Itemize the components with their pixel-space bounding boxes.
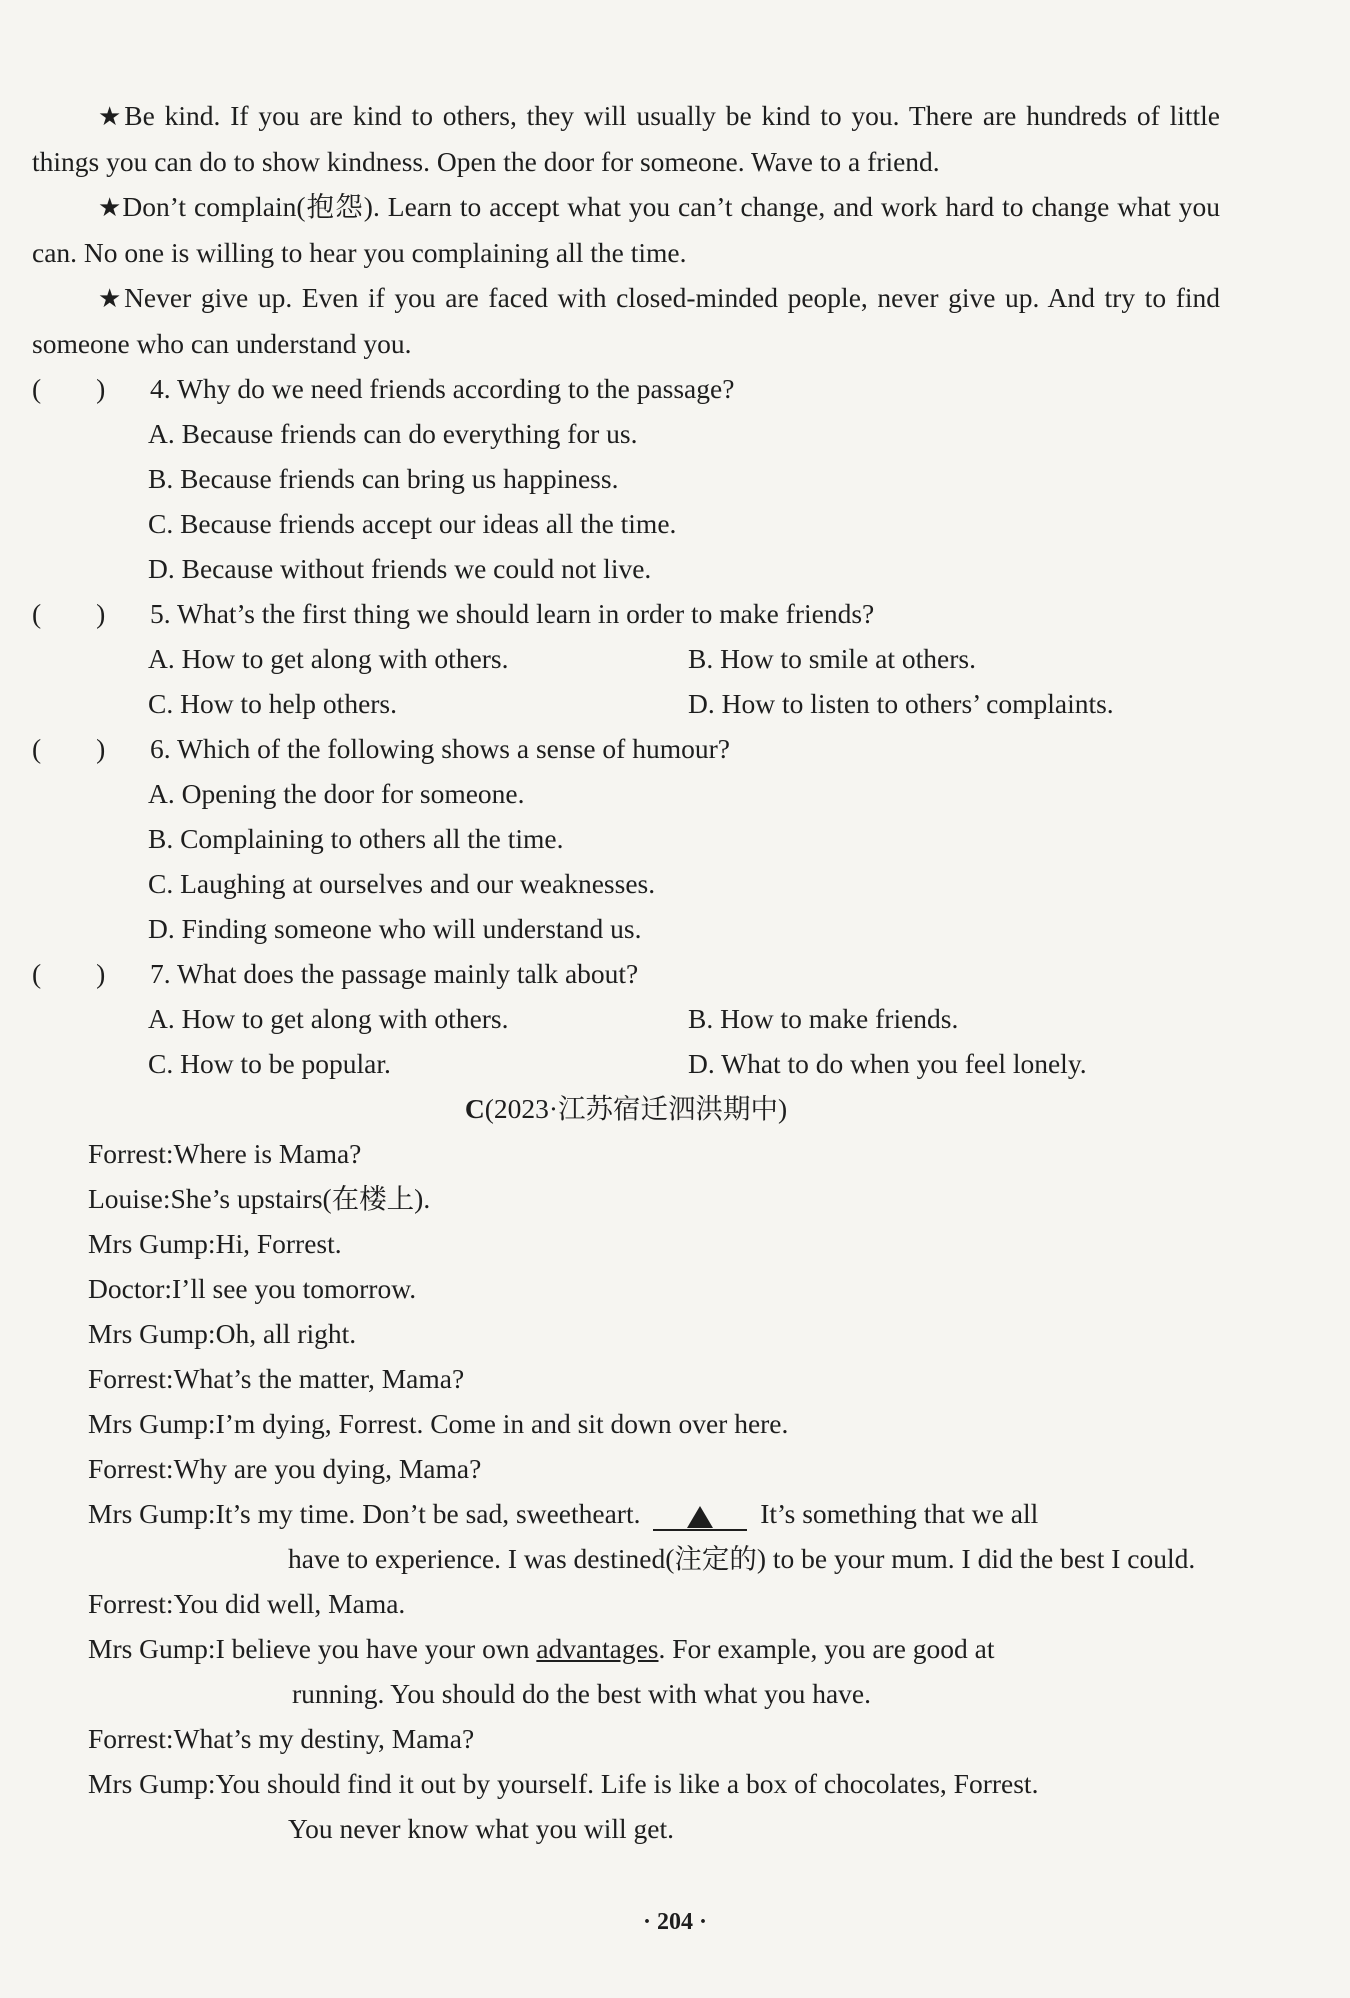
dialog-line [88, 1356, 1220, 1401]
line-text [216, 1491, 1220, 1536]
question-stem [32, 951, 1220, 996]
line-text-part: It’s my time. Don’t be sad, sweetheart. [215, 1498, 641, 1529]
underlined-word: advantages [536, 1633, 659, 1664]
dialog-line [88, 1716, 1220, 1761]
question-stem [32, 366, 1220, 411]
speaker: Mrs Gump: [88, 1768, 216, 1799]
dialog-line [88, 1176, 1220, 1221]
line-text [216, 1626, 1220, 1671]
answer-blank: ( ) [32, 598, 106, 629]
dialog-line [88, 1761, 1220, 1806]
dialog-line [88, 1266, 1220, 1311]
question-text: 5. What’s the first thing we should learn in order to make friends? [150, 598, 875, 629]
dialog-line [88, 1626, 1220, 1671]
option-a: A. How to get along with others. [148, 1003, 509, 1034]
option-a: A. How to get along with others. [148, 643, 509, 674]
dialog [32, 1131, 1220, 1851]
option-b: B. Complaining to others all the time. [148, 823, 564, 854]
line-text-part: . For example, you are good at [658, 1633, 995, 1664]
option-row [148, 681, 1220, 726]
question-5 [32, 591, 1220, 726]
tip-paragraph [32, 275, 1220, 366]
star-icon: ★ [98, 284, 125, 313]
option-a: A. Opening the door for someone. [148, 778, 525, 809]
line-text: Oh, all right. [215, 1318, 357, 1349]
option-d: D. Because without friends we could not live. [148, 553, 652, 584]
option-row [148, 996, 1220, 1041]
option-c: C. Because friends accept our ideas all the time. [148, 508, 677, 539]
option-d: D. What to do when you feel lonely. [688, 1048, 1087, 1079]
section-letter: C [464, 1093, 485, 1124]
option-b: B. How to smile at others. [688, 643, 976, 674]
option-d: D. How to listen to others’ complaints. [688, 688, 1114, 719]
answer-blank: ( ) [32, 373, 106, 404]
line-text: What’s my destiny, Mama? [173, 1723, 475, 1754]
speaker: Forrest: [88, 1363, 174, 1394]
line-text: What’s the matter, Mama? [173, 1363, 465, 1394]
tip-text: Be kind. If you are kind to others, they will usually be kind to you. There are hundreds of little things you can do to show kindness. Open the door for someone. Wave to a friend. [32, 100, 1220, 177]
sentence-blank [653, 1499, 747, 1531]
speaker: Forrest: [88, 1723, 174, 1754]
star-icon: ★ [98, 193, 123, 222]
answer-blank: ( ) [32, 733, 106, 764]
option-b: B. How to make friends. [688, 1003, 959, 1034]
line-text: I’ll see you tomorrow. [172, 1273, 417, 1304]
line-text: Why are you dying, Mama? [173, 1453, 482, 1484]
question-stem [32, 591, 1220, 636]
tip-paragraph [32, 93, 1220, 184]
speaker: Forrest: [88, 1138, 174, 1169]
speaker: Forrest: [88, 1588, 174, 1619]
dialog-line [88, 1311, 1220, 1356]
line-continuation: You never know what you will get. [288, 1813, 674, 1844]
line-text-part: It’s something that we all [760, 1498, 1039, 1529]
speaker: Mrs Gump: [88, 1408, 216, 1439]
line-text: She’s upstairs(在楼上). [170, 1183, 431, 1214]
question-4 [32, 366, 1220, 591]
dialog-line [88, 1446, 1220, 1491]
dialog-line [88, 1221, 1220, 1266]
dialog-line [88, 1581, 1220, 1626]
question-7 [32, 951, 1220, 1086]
speaker: Mrs Gump: [88, 1318, 216, 1349]
speaker: Mrs Gump: [88, 1633, 216, 1664]
option-row [148, 1041, 1220, 1086]
speaker: Doctor: [88, 1273, 173, 1304]
speaker: Mrs Gump: [88, 1498, 216, 1529]
dialog-line [88, 1491, 1220, 1536]
speaker: Mrs Gump: [88, 1228, 216, 1259]
dialog-line [88, 1131, 1220, 1176]
question-text: 6. Which of the following shows a sense of humour? [150, 733, 730, 764]
line-continuation: running. You should do the best with what you have. [292, 1678, 872, 1709]
line-text: You should find it out by yourself. Life is like a box of chocolates, Forrest. [215, 1768, 1039, 1799]
line-text: Where is Mama? [173, 1138, 362, 1169]
line-continuation: have to experience. I was destined(注定的) to be your mum. I did the best I could. [288, 1543, 1196, 1574]
section-heading [32, 1086, 1220, 1131]
option-c: C. Laughing at ourselves and our weaknesses. [148, 868, 656, 899]
option-row [148, 636, 1220, 681]
line-text: You did well, Mama. [173, 1588, 406, 1619]
question-stem [32, 726, 1220, 771]
tip-text: Never give up. Even if you are faced with closed-minded people, never give up. And try to find someone who can understand you. [32, 282, 1220, 359]
speaker: Louise: [88, 1183, 171, 1214]
option-b: B. Because friends can bring us happiness. [148, 463, 619, 494]
option-c: C. How to be popular. [148, 1048, 391, 1079]
question-text: 7. What does the passage mainly talk about? [150, 958, 639, 989]
dialog-line [88, 1401, 1220, 1446]
section-source: (2023·江苏宿迁泗洪期中) [484, 1093, 788, 1124]
question-text: 4. Why do we need friends according to the passage? [150, 373, 735, 404]
line-text-part: I believe you have your own [215, 1633, 530, 1664]
page-number: · 204 · [642, 1909, 707, 1935]
triangle-icon [687, 1506, 713, 1528]
line-text: I’m dying, Forrest. Come in and sit down over here. [215, 1408, 789, 1439]
answer-blank: ( ) [32, 958, 106, 989]
question-6 [32, 726, 1220, 951]
tip-paragraph [32, 184, 1220, 275]
tip-text: Don’t complain(抱怨). Learn to accept what you can’t change, and work hard to change what you can. No one is willing to hear you complaining all the time. [32, 191, 1220, 268]
option-d: D. Finding someone who will understand us. [148, 913, 642, 944]
line-text: Hi, Forrest. [215, 1228, 342, 1259]
option-a: A. Because friends can do everything for us. [148, 418, 638, 449]
star-icon: ★ [98, 102, 125, 131]
passage-tips [32, 93, 1220, 366]
option-c: C. How to help others. [148, 688, 398, 719]
speaker: Forrest: [88, 1453, 174, 1484]
